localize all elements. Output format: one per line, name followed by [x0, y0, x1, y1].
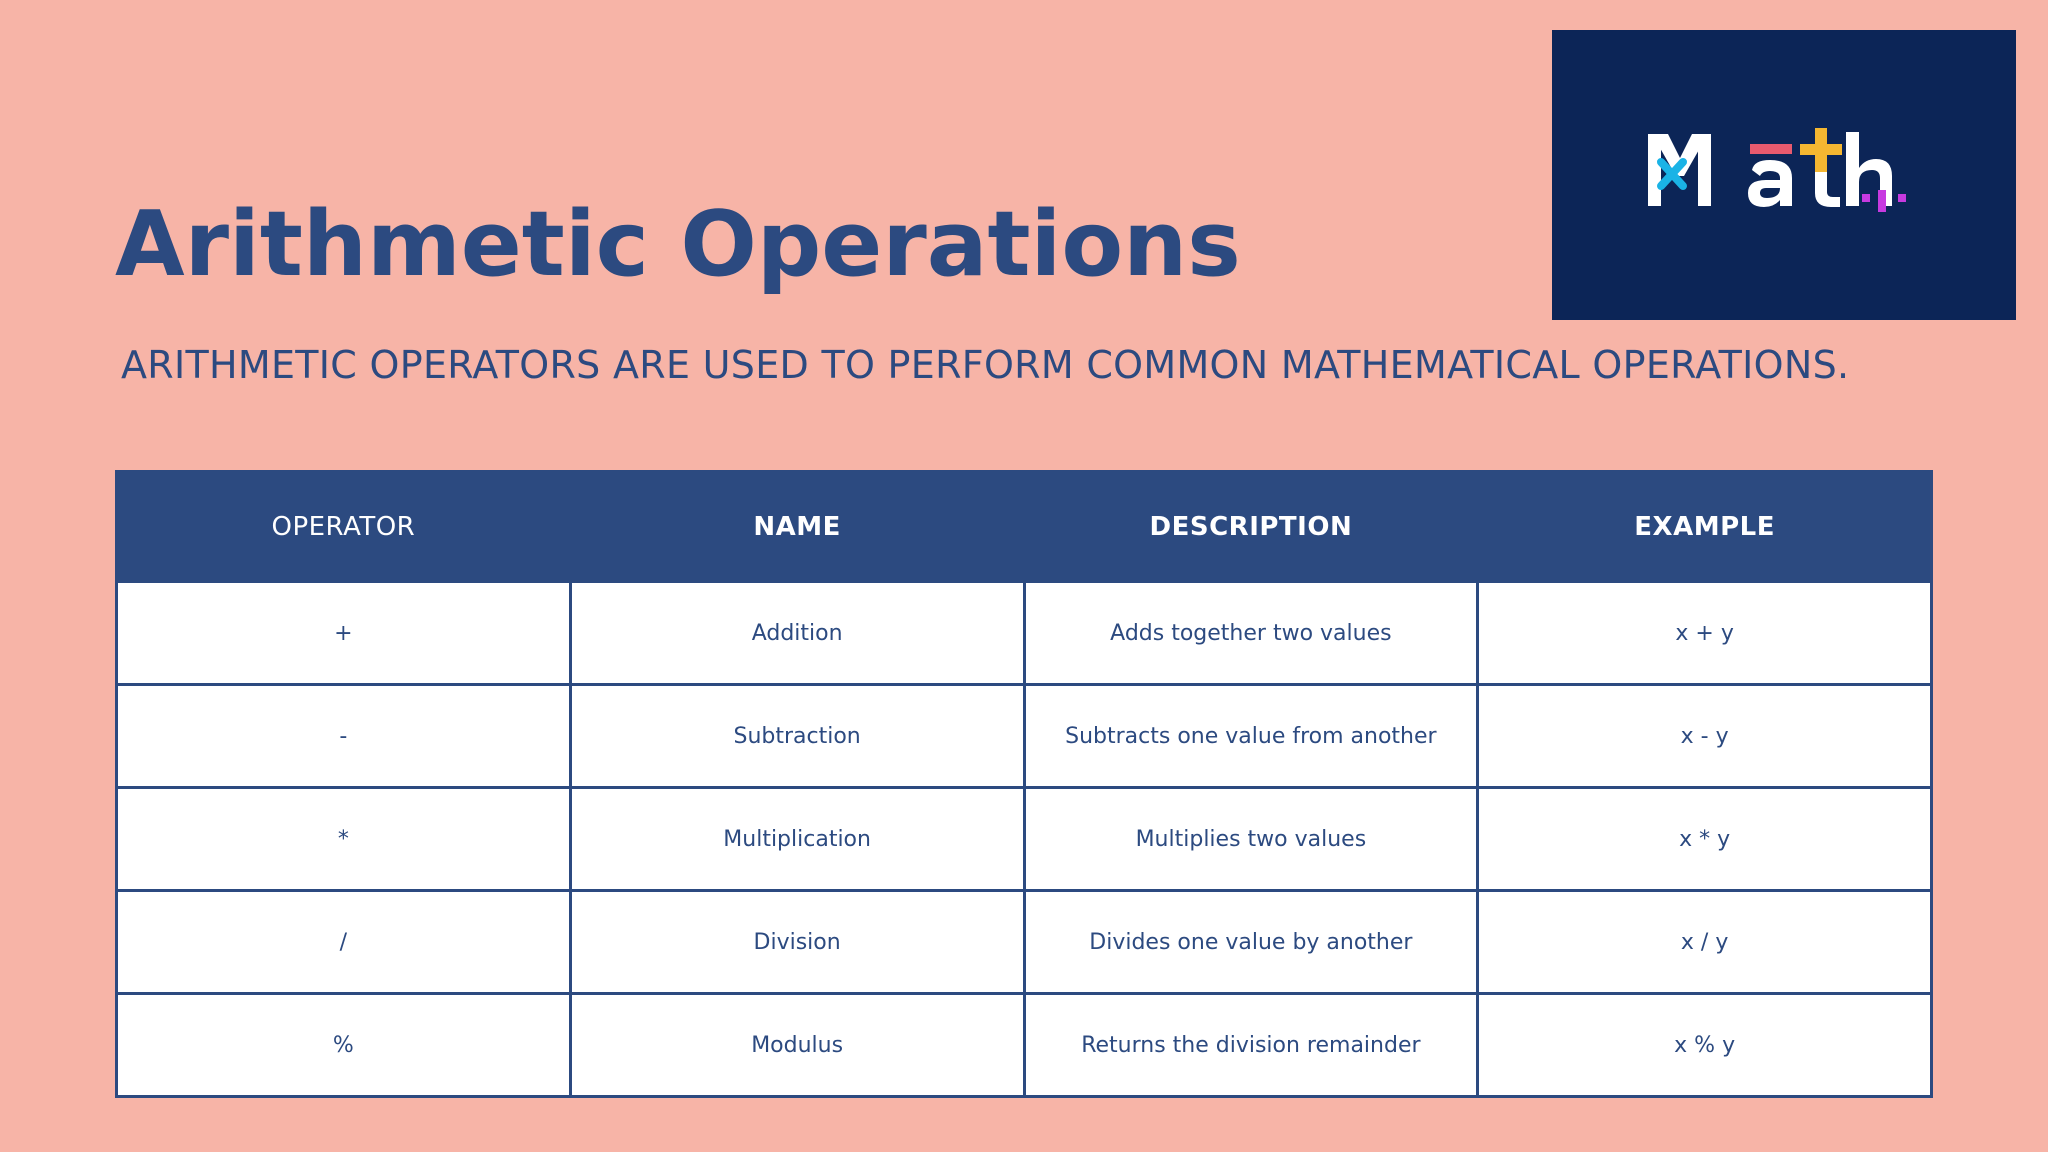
cell-name: Modulus — [570, 994, 1024, 1097]
table-row — [117, 891, 1932, 994]
math-logo-graphic — [1552, 30, 2016, 320]
table-row — [117, 788, 1932, 891]
logo-h-stem — [1846, 132, 1859, 206]
cell-description: Multiplies two values — [1024, 788, 1478, 891]
divide-icon — [1862, 190, 1906, 212]
table-row — [117, 994, 1932, 1097]
header-name: NAME — [570, 472, 1024, 582]
cell-example: x - y — [1478, 685, 1932, 788]
cell-operator: - — [117, 685, 571, 788]
cell-name: Addition — [570, 582, 1024, 685]
operators-table — [115, 470, 1933, 1098]
cell-example: x * y — [1478, 788, 1932, 891]
slide-title: Arithmetic Operations — [115, 192, 1241, 297]
minus-icon — [1750, 144, 1792, 154]
plus-icon — [1800, 128, 1842, 172]
cell-operator: / — [117, 891, 571, 994]
slide-subtitle: ARITHMETIC OPERATORS ARE USED TO PERFORM COMMON MATHEMATICAL OPERATIONS. — [121, 343, 1850, 387]
table-row — [117, 582, 1932, 685]
cell-operator: * — [117, 788, 571, 891]
table-header-row — [117, 472, 1932, 582]
cell-name: Multiplication — [570, 788, 1024, 891]
cell-name: Subtraction — [570, 685, 1024, 788]
cell-name: Division — [570, 891, 1024, 994]
cell-operator: + — [117, 582, 571, 685]
cell-example: x % y — [1478, 994, 1932, 1097]
cell-example: x + y — [1478, 582, 1932, 685]
cell-description: Divides one value by another — [1024, 891, 1478, 994]
header-operator: OPERATOR — [117, 472, 571, 582]
cell-description: Returns the division remainder — [1024, 994, 1478, 1097]
logo-a — [1748, 160, 1792, 207]
table-row — [117, 685, 1932, 788]
cell-description: Adds together two values — [1024, 582, 1478, 685]
math-logo — [1552, 30, 2016, 320]
cell-example: x / y — [1478, 891, 1932, 994]
cell-operator: % — [117, 994, 571, 1097]
logo-t — [1815, 172, 1840, 207]
header-description: DESCRIPTION — [1024, 472, 1478, 582]
header-example: EXAMPLE — [1478, 472, 1932, 582]
cell-description: Subtracts one value from another — [1024, 685, 1478, 788]
